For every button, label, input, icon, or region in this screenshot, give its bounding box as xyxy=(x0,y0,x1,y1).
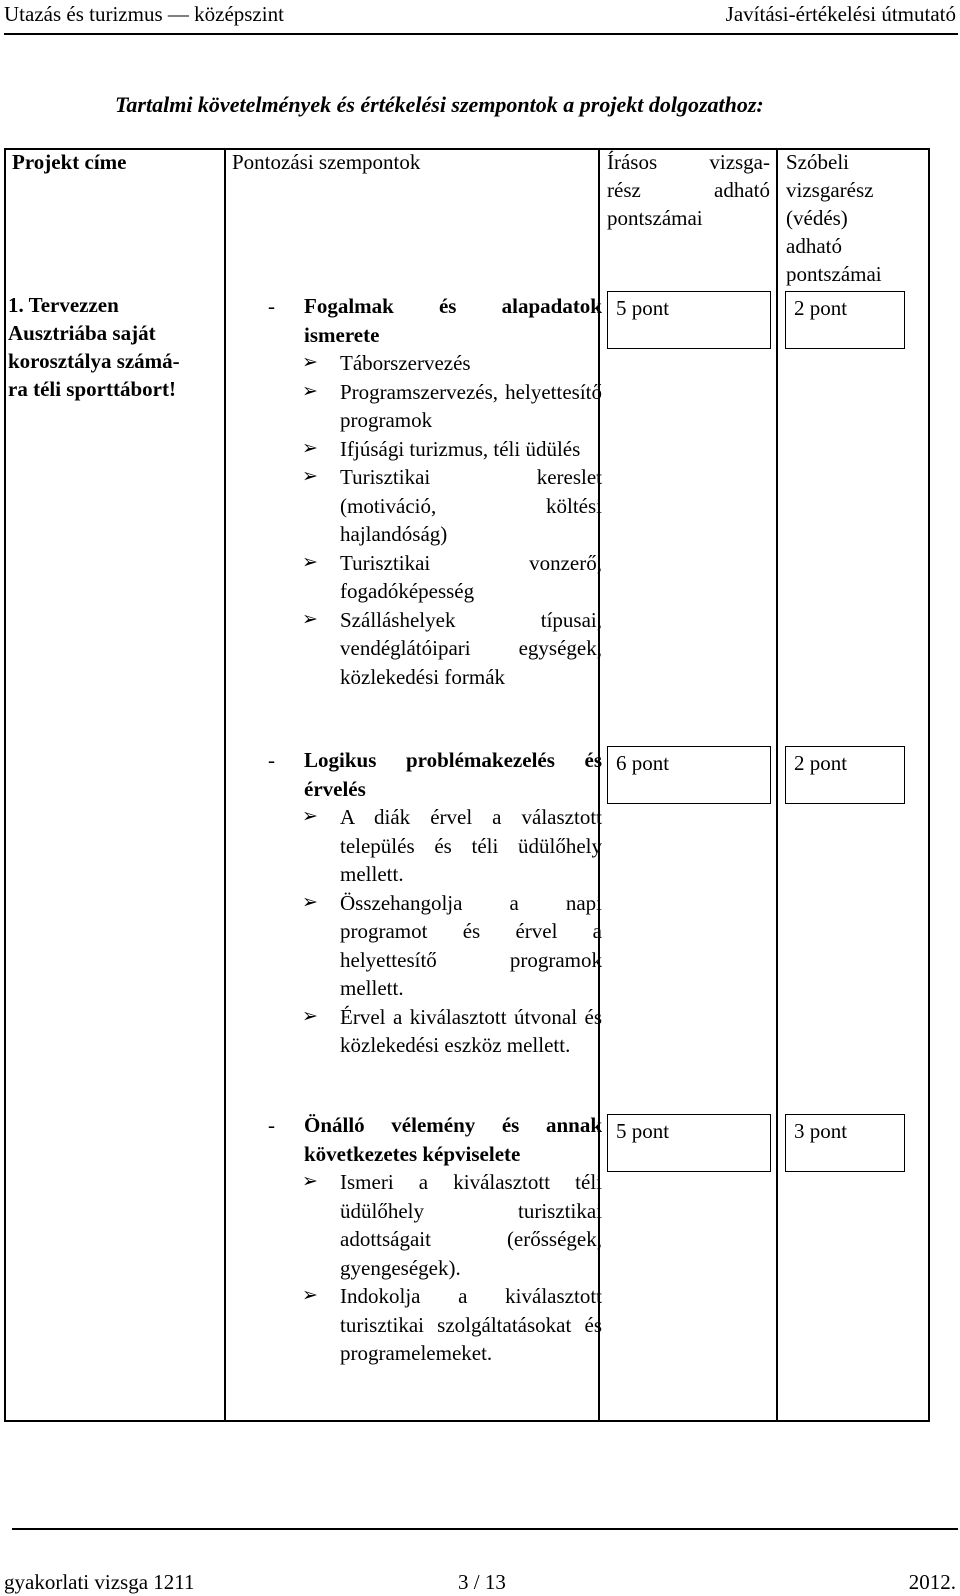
page-title: Tartalmi követelmények és értékelési szempontok a projekt dolgozathoz: xyxy=(115,92,764,117)
section-title: Logikus problémakezelés és érvelés xyxy=(304,748,602,801)
arrow-bullet-icon: ➢ xyxy=(302,551,318,573)
arrow-bullet-icon: ➢ xyxy=(302,380,318,402)
criteria-item xyxy=(268,349,602,378)
oral-points-box: 2 pont xyxy=(785,291,905,349)
header-right: Javítási-értékelési útmutató xyxy=(725,2,956,26)
criteria-item xyxy=(268,803,602,889)
arrow-bullet-icon: ➢ xyxy=(302,352,318,373)
written-points-box: 5 pont xyxy=(607,1114,771,1172)
arrow-bullet-icon: ➢ xyxy=(302,1171,318,1192)
col-header-oral-line: Szóbeli xyxy=(786,150,849,174)
criteria-item-text: Összehangolja a napi programot és érvel a helyettesítő programok mellett. xyxy=(340,890,602,1000)
criteria-item xyxy=(268,549,602,606)
arrow-bullet-icon: ➢ xyxy=(302,806,318,827)
project-title-line: korosztálya számá- xyxy=(8,349,180,373)
project-title-line: Ausztriába saját xyxy=(8,321,156,345)
project-title xyxy=(8,291,208,403)
footer-page-number: 3 / 13 xyxy=(458,1570,506,1594)
dash-marker: - xyxy=(268,1113,275,1137)
oral-points-box: 3 pont xyxy=(785,1114,905,1172)
criteria-item-text: Szálláshelyek típusai, vendéglátóipari egységek, közlekedési formák xyxy=(340,607,602,689)
footer-right: 2012. xyxy=(908,1570,956,1594)
criteria-item xyxy=(268,463,602,549)
col-header-project: Projekt címe xyxy=(12,150,127,174)
dash-marker: - xyxy=(268,294,275,318)
arrow-bullet-icon: ➢ xyxy=(302,466,318,487)
criteria-item-text: Turisztikai vonzerő, fogadóképesség xyxy=(340,550,602,603)
criteria-item xyxy=(268,1003,602,1060)
col-header-written-line: Írásos vizsga- xyxy=(607,150,770,174)
arrow-bullet-icon: ➢ xyxy=(302,1285,318,1306)
column-divider xyxy=(776,150,778,1420)
oral-points-box: 2 pont xyxy=(785,746,905,804)
col-header-oral-line: (védés) xyxy=(786,206,848,230)
criteria-item-text: Indokolja a kiválasztott turisztikai szolgáltatásokat és programelemeket. xyxy=(340,1284,602,1365)
arrow-bullet-icon: ➢ xyxy=(302,891,318,913)
criteria-item-text: Érvel a kiválasztott útvonal és közlekedési eszköz mellett. xyxy=(340,1004,602,1057)
col-header-oral-line: adható xyxy=(786,234,842,258)
col-header-criteria: Pontozási szempontok xyxy=(232,150,421,174)
col-header-oral xyxy=(786,148,916,288)
criteria-item-text: Ismeri a kiválasztott téli üdülőhely turisztikai adottságait (erősségek, gyengeségek). xyxy=(340,1170,602,1280)
dash-marker: - xyxy=(268,748,275,772)
criteria-item xyxy=(268,435,602,464)
arrow-bullet-icon: ➢ xyxy=(302,437,318,459)
criteria-item-text: Ifjúsági turizmus, téli üdülés xyxy=(340,436,581,461)
criteria-item xyxy=(268,378,602,435)
arrow-bullet-icon: ➢ xyxy=(302,608,318,630)
written-points-box: 6 pont xyxy=(607,746,771,804)
criteria-item-text: Programszervezés, helyettesítő programok xyxy=(340,379,602,432)
section-title: Fogalmak és alapadatok ismerete xyxy=(304,294,602,347)
criteria-item-text: Táborszervezés xyxy=(340,351,471,375)
project-title-line: ra téli sporttábort! xyxy=(8,377,176,401)
criteria-item-text: A diák érvel a választott település és téli üdülőhely mellett. xyxy=(340,805,602,886)
criteria-item-text: Turisztikai kereslet (motiváció, költési hajlandóság) xyxy=(340,465,602,546)
criteria-section xyxy=(268,292,602,691)
col-header-oral-line: vizsgarész xyxy=(786,178,874,202)
section-title: Önálló vélemény és annak következetes képviselete xyxy=(304,1113,602,1166)
criteria-section xyxy=(268,1111,602,1368)
col-header-written-line: pontszámai xyxy=(607,206,703,230)
arrow-bullet-icon: ➢ xyxy=(302,1005,318,1027)
col-header-oral-line: pontszámai xyxy=(786,262,882,286)
criteria-item xyxy=(268,1282,602,1368)
criteria-item xyxy=(268,606,602,692)
footer-rule xyxy=(12,1528,958,1530)
page-header xyxy=(0,0,960,40)
footer-left: gyakorlati vizsga 1211 xyxy=(4,1570,195,1594)
project-title-line: 1. Tervezzen xyxy=(8,293,119,317)
written-points-box: 5 pont xyxy=(607,291,771,349)
criteria-item xyxy=(268,1168,602,1282)
col-header-written-line: rész adható xyxy=(607,178,770,202)
header-rule xyxy=(4,33,958,35)
column-divider xyxy=(224,150,226,1420)
col-header-written xyxy=(607,148,770,232)
header-left: Utazás és turizmus — középszint xyxy=(4,2,284,26)
criteria-item xyxy=(268,889,602,1003)
criteria-section xyxy=(268,746,602,1060)
